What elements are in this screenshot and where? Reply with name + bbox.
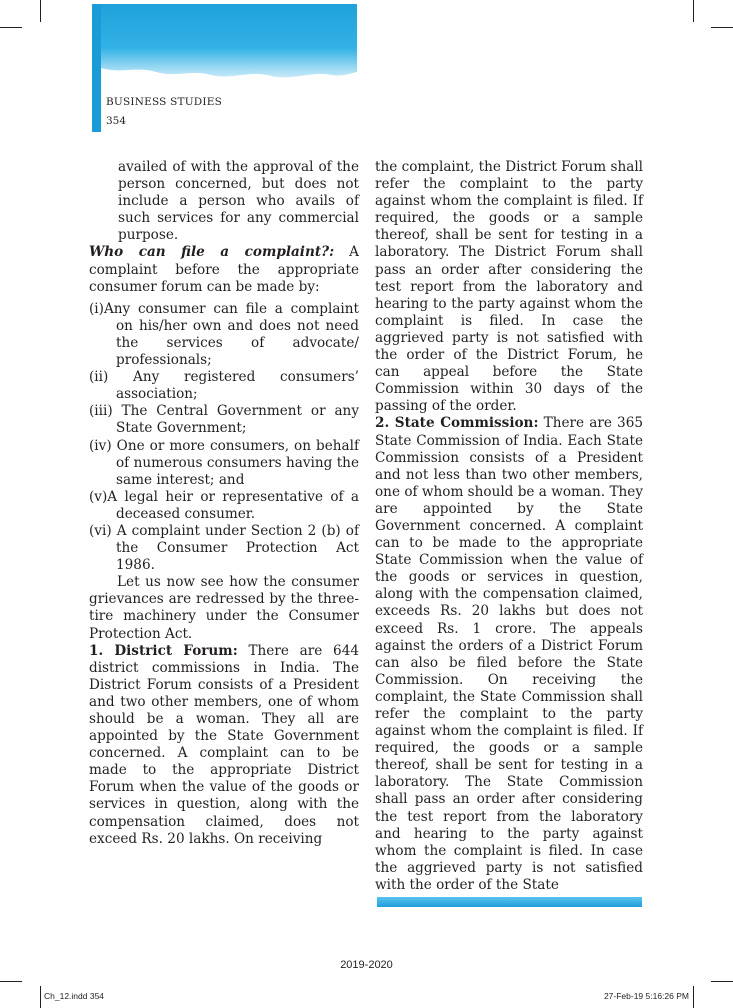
list-item: (i)Any consumer can file a complaint on his/her own and does not need the services of advocate/ professionals;: [89, 300, 359, 369]
who-can-file-text: A complaint before the appropriate consumer forum can be made by:: [89, 244, 359, 295]
list-item: (iii) The Central Government or any State Government;: [89, 403, 359, 437]
district-forum-text: There are 644 district commissions in India. The District Forum consists of a President and two other members, one of whom should be a woman. They all are appointed by the State Government concerned. A complaint can to be made to the appropriate District Forum when the value of the goods or services in question, along with the compensation claimed, does not exceed Rs. 20 lakhs. On receiving: [89, 642, 359, 847]
complainant-list: [89, 301, 359, 575]
continuation-paragraph: availed of with the approval of the person concerned, but does not include a person who avails of such services for any commercial purpose.: [118, 159, 359, 244]
print-timestamp: 27-Feb-19 5:16:26 PM: [603, 991, 689, 1001]
header-accent-bar: [92, 4, 101, 132]
three-tier-paragraph: Let us now see how the consumer grievances are redressed by the three-tire machinery under the Consumer Protection Act.: [89, 574, 359, 642]
crop-mark: [693, 0, 694, 22]
left-column: [89, 159, 359, 848]
academic-year: 2019-2020: [340, 959, 393, 971]
list-item: (vi) A complaint under Section 2 (b) of the Consumer Protection Act 1986.: [89, 522, 359, 574]
page-number: 354: [106, 115, 127, 127]
crop-mark: [0, 27, 22, 28]
state-commission-heading: 2. State Commission:: [375, 415, 539, 432]
crop-mark: [711, 981, 733, 982]
crop-mark: [693, 986, 694, 1008]
district-forum-continuation: the complaint, the District Forum shall refer the complaint to the party against whom the complaint is filed. If required, the goods or a sample thereof, shall be sent for testing in a laboratory. The District Forum shall pass an order after considering the test report from the laboratory and hearing to the party against whom the complaint is filed. In case the aggrieved party is not satisfied with the order of the District Forum, he can appeal before the State Commission within 30 days of the passing of the order.: [375, 159, 644, 415]
header-torn-edge: [101, 58, 357, 88]
crop-mark: [0, 981, 22, 982]
list-item: (v)A legal heir or representative of a deceased consumer.: [89, 488, 359, 522]
crop-mark: [40, 986, 41, 1008]
list-item: (ii) Any registered consumers’ association;: [89, 369, 359, 403]
state-commission-text: There are 365 State Commission of India. Each State Commission consists of a President and not less than two other members, one of whom should be a woman. They are appointed by the State Government concerned. A complaint can to be made to the appropriate State Commission when the value of the goods or services in question, along with the compensation claimed, exceeds Rs. 20 lakhs but does not exceed Rs. 1 crore. The appeals against the orders of a District Forum can also be filed before the State Commission. On receiving the complaint, the State Commission shall refer the complaint to the party against whom the complaint is filed. If required, the goods or a sample thereof, shall be sent for testing in a laboratory. The State Commission shall pass an order after considering the test report from the laboratory and hearing to the party against whom the complaint is filed. In case the aggrieved party is not satisfied with the order of the State: [375, 415, 644, 893]
running-head: BUSINESS STUDIES: [106, 96, 222, 108]
file-slug: Ch_12.indd 354: [44, 991, 105, 1001]
footer-accent-bar: [377, 897, 642, 907]
district-forum-heading: 1. District Forum:: [89, 642, 238, 659]
who-can-file-paragraph: [89, 244, 359, 295]
crop-mark: [40, 0, 41, 22]
crop-mark: [711, 27, 733, 28]
state-commission-paragraph: [375, 415, 643, 894]
list-item: (iv) One or more consumers, on behalf of numerous consumers having the same interest; and: [89, 437, 359, 488]
district-forum-paragraph: [89, 643, 359, 848]
right-column: [375, 159, 643, 894]
who-can-file-heading: Who can file a complaint?:: [89, 244, 335, 261]
